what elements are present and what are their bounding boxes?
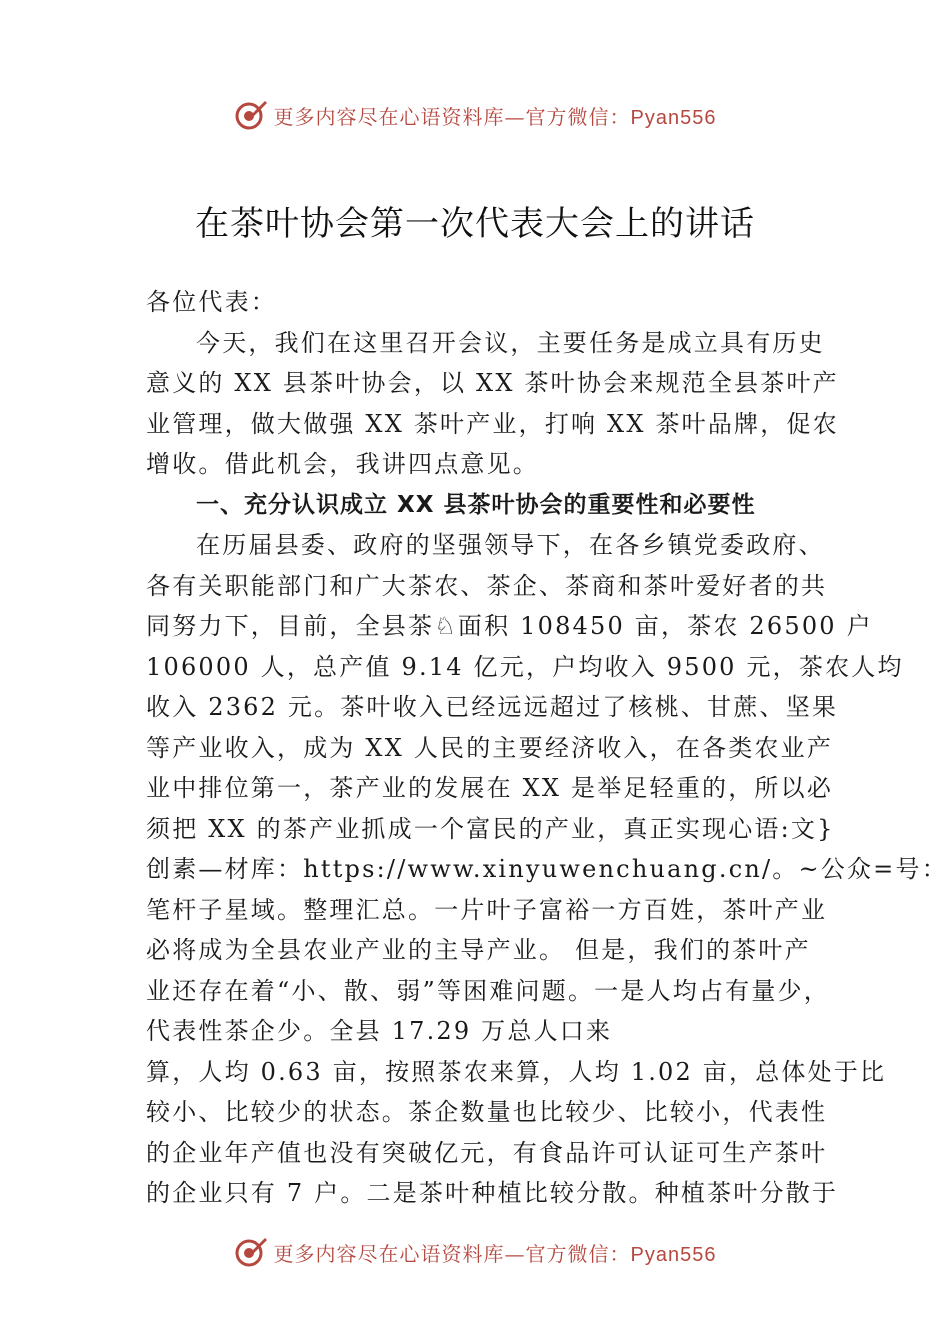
paragraph-line: 增收。借此机会，我讲四点意见。 (146, 450, 539, 478)
paragraph-line: 业还存在着“小、散、弱”等困难问题。一是人均占有量少， (146, 976, 830, 1005)
paragraph-line: 须把 XX 的茶产业抓成一个富民的产业，真正实现心语:文} (146, 814, 835, 843)
paragraph-line: 较小、比较少的状态。茶企数量也比较少、比较小，代表性 (146, 1098, 828, 1126)
banner-text: 更多内容尽在心语资料库—官方微信： (273, 1241, 631, 1266)
paragraph-line: 的企业年产值也没有突破亿元，有食品许可认证可生产茶叶 (146, 1138, 828, 1167)
footer-watermark-banner (0, 1232, 950, 1272)
paragraph-line: 业管理，做大做强 XX 茶叶产业，打响 XX 茶叶品牌，促农 (146, 409, 839, 438)
paragraph-line: 笔杆子星域。整理汇总。一片叶子富裕一方百姓，茶叶产业 (146, 895, 828, 924)
paragraph-line: 创素—材库：https://www.xinyuwenchuang.cn/。~公众=号： (146, 855, 948, 883)
pen-seal-logo (234, 98, 268, 132)
paragraph-line: 代表性茶企少。全县 17.29 万总人口来 (146, 1017, 613, 1045)
banner-wechat-id: Pyan556 (630, 1243, 717, 1266)
paragraph-line: 收入 2362 元。茶叶收入已经远远超过了核桃、甘蔗、坚果 (146, 693, 839, 721)
salutation: 各位代表： (146, 288, 277, 316)
paragraph-line: 等产业收入，成为 XX 人民的主要经济收入，在各类农业产 (146, 733, 834, 762)
section-heading: 一、充分认识成立 XX 县茶叶协会的重要性和必要性 (196, 491, 756, 518)
paragraph-line: 算，人均 0.63 亩，按照茶农来算，人均 1.02 亩，总体处于比 (146, 1057, 887, 1086)
header-watermark-banner (0, 95, 950, 135)
paragraph-line: 同努力下，目前，全县茶♘面积 108450 亩，茶农 26500 户 (146, 612, 873, 640)
banner-wechat-id: Pyan556 (630, 106, 717, 129)
document-title: 在茶叶协会第一次代表大会上的讲话 (195, 204, 755, 244)
paragraph-line: 106000 人，总产值 9.14 亿元，户均收入 9500 元，茶农人均 (146, 652, 904, 681)
paragraph-line: 意义的 XX 县茶叶协会，以 XX 茶叶协会来规范全县茶叶产 (146, 369, 839, 397)
paragraph-line: 各有关职能部门和广大茶农、茶企、茶商和茶叶爱好者的共 (146, 571, 828, 600)
banner-text: 更多内容尽在心语资料库—官方微信： (273, 104, 631, 129)
paragraph-line: 业中排位第一，茶产业的发展在 XX 是举足轻重的，所以必 (146, 774, 834, 802)
paragraph-line: 今天，我们在这里召开会议，主要任务是成立具有历史 (196, 328, 825, 357)
paragraph-line: 必将成为全县农业产业的主导产业。 但是，我们的茶叶产 (146, 936, 811, 964)
document-body (146, 282, 948, 1214)
paragraph-line: 的企业只有 7 户。二是茶叶种植比较分散。种植茶叶分散于 (146, 1179, 839, 1207)
paragraph-line: 在历届县委、政府的坚强领导下，在各乡镇党委政府、 (196, 531, 825, 559)
pen-seal-logo (234, 1235, 268, 1269)
